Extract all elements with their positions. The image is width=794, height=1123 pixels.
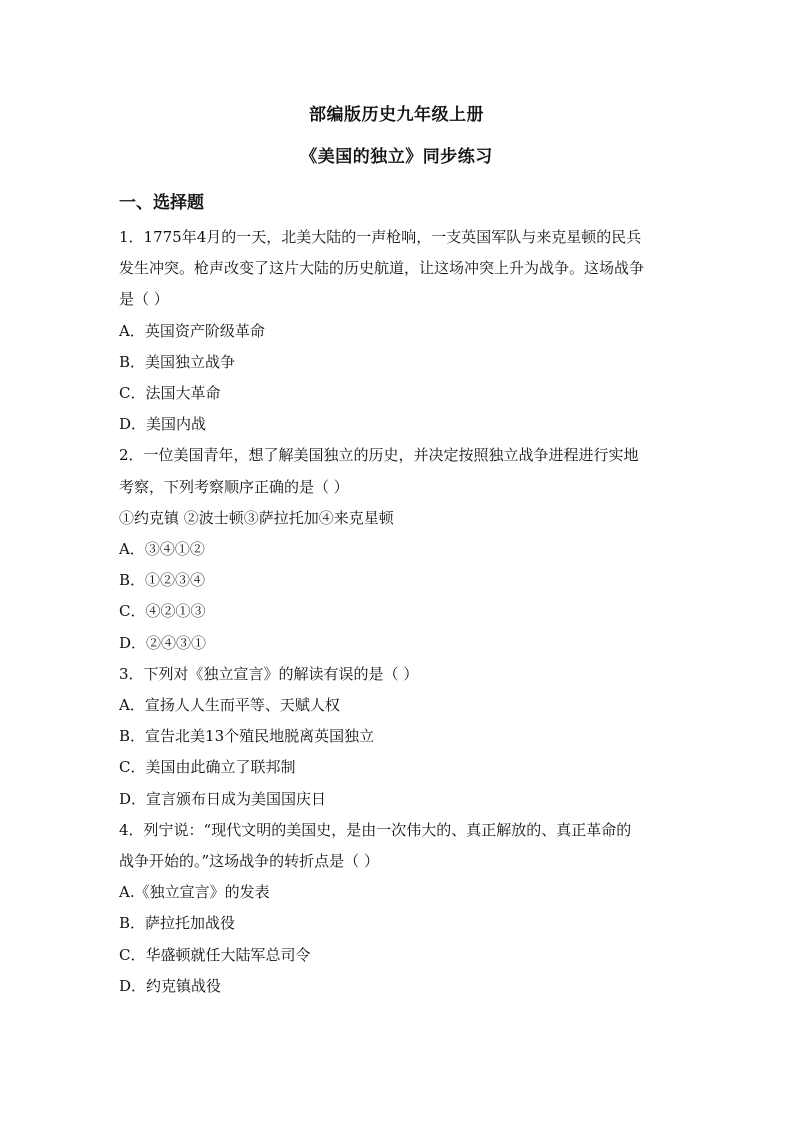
document-title: 部编版历史九年级上册	[309, 105, 484, 125]
question-1	[119, 222, 674, 440]
question-4-option-c: C．华盛顿就任大陆军总司令	[119, 945, 311, 964]
question-4-stem-line-1: 4．列宁说：“现代文明的美国史，是由一次伟大的、真正解放的、真正革命的	[119, 820, 632, 839]
question-2-option-c: C．④②①③	[119, 602, 206, 621]
question-1-stem-line-3: 是（ ）	[119, 290, 169, 309]
question-2-stem-line-2: 考察，下列考察顺序正确的是（ ）	[119, 477, 349, 496]
question-1-stem-line-2: 发生冲突。枪声改变了这片大陆的历史航道，让这场冲突上升为战争。这场战争	[119, 259, 645, 278]
section-heading: 一、选择题	[119, 193, 204, 213]
question-3-option-d: D．宣言颁布日成为美国国庆日	[119, 789, 327, 808]
question-3-option-c: C．美国由此确立了联邦制	[119, 758, 296, 777]
question-2-option-b: B．①②③④	[119, 571, 206, 590]
question-4-option-b: B．萨拉托加战役	[119, 914, 236, 933]
question-2-option-a: A．③④①②	[119, 540, 205, 559]
question-1-option-d: D．美国内战	[119, 415, 207, 434]
question-1-option-a: A．英国资产阶级革命	[119, 321, 265, 340]
question-2-stem-line-1: 2．一位美国青年，想了解美国独立的历史，并决定按照独立战争进程进行实地	[119, 446, 639, 465]
question-2-option-d: D．②④③①	[119, 633, 207, 652]
document-subtitle: 《美国的独立》同步练习	[300, 147, 493, 167]
question-4	[119, 815, 674, 1002]
question-1-option-b: B．美国独立战争	[119, 352, 236, 371]
question-3-option-a: A．宣扬人人生而平等、天赋人权	[119, 696, 340, 715]
question-3-option-b: B．宣告北美13个殖民地脱离英国独立	[119, 727, 375, 746]
question-1-option-c: C．法国大革命	[119, 384, 221, 403]
question-1-stem-line-1: 1．1775年4月的一天，北美大陆的一声枪响，一支英国军队与来克星顿的民兵	[119, 228, 642, 246]
question-4-option-a: A.《独立宣言》的发表	[119, 883, 270, 902]
question-2	[119, 440, 674, 658]
question-2-stem-line-3: ①约克镇 ②波士顿③萨拉托加④来克星顿	[119, 508, 394, 527]
question-3-stem-line-1: 3．下列对《独立宣言》的解读有误的是（ ）	[119, 664, 419, 683]
question-3	[119, 659, 674, 815]
question-4-option-d: D．约克镇战役	[119, 976, 222, 995]
question-4-stem-line-2: 战争开始的。”这场战争的转折点是（ ）	[119, 852, 379, 871]
